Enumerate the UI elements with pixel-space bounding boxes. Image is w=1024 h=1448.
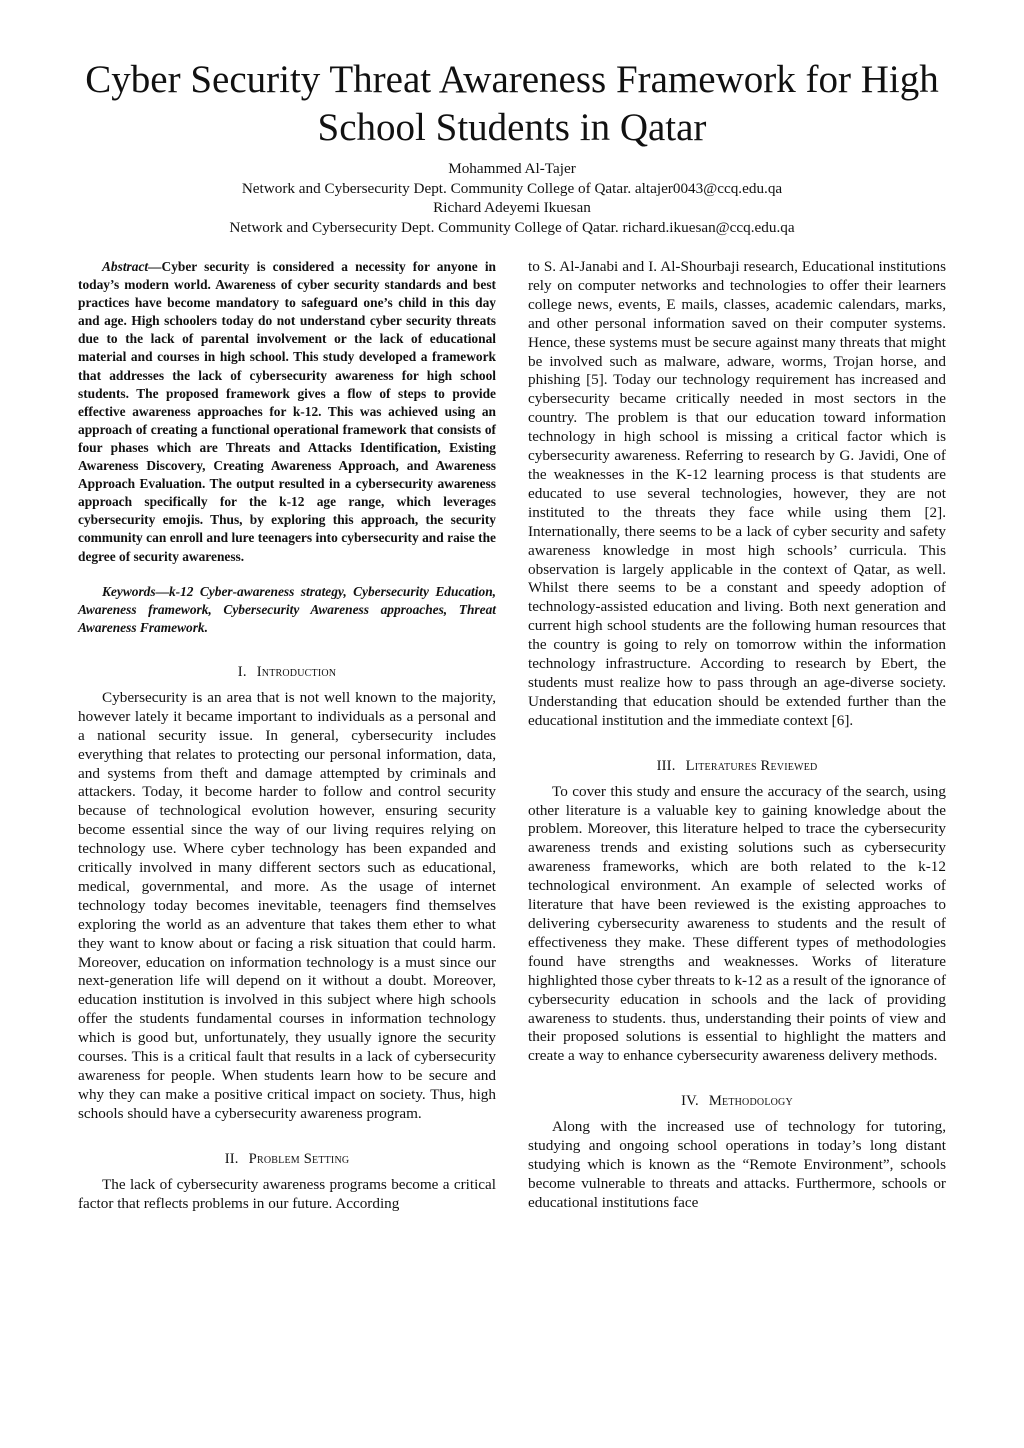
paper-title: Cyber Security Threat Awareness Framework for High School Students in Qatar — [85, 58, 939, 149]
right-column — [528, 258, 946, 1213]
left-column — [78, 258, 496, 1214]
section-title: Problem Setting — [248, 1150, 350, 1167]
keywords: Keywords—k-12 Cyber-awareness strategy, Cybersecurity Education, Awareness framework, Cybersecurity Awareness approaches, Threat Awareness Framework. — [78, 583, 496, 635]
abstract — [78, 258, 496, 566]
section-title: Literatures Reviewed — [685, 757, 818, 774]
methodology-paragraph: Along with the increased use of technology for tutoring, studying and ongoing school operations in today’s long distant studying which is known as the “Remote Environment”, schools become vulnerable to threats and attacks. Furthermore, schools or educational institutions face — [528, 1118, 946, 1211]
abstract-label: Abstract— — [102, 259, 162, 274]
author-affiliation-1: Network and Cybersecurity Dept. Community College of Qatar. altajer0043@ccq.edu.qa — [241, 179, 783, 197]
section-number: IV. — [681, 1093, 699, 1110]
author-block — [60, 159, 964, 237]
abstract-text: Cyber security is considered a necessity for anyone in today’s modern world. Awareness of cyber security standards and best practices have become mandatory to safeguard one’s child in this day and age. High schoolers today do not understand cyber security threats due to the lack of parental involvement or the lack of educational material and courses in high school. This study developed a framework that addresses the lack of cybersecurity awareness for high school students. The proposed framework gives a flow of steps to provide effective awareness approaches for k-12. This was achieved using an approach of creating a functional operational framework that consists of four phases which are Threats and Attacks Identification, Existing Awareness Discovery, Creating Awareness Approach, and Awareness Approach Evaluation. The output resulted in a cybersecurity awareness approach specifically for the k-12 age range, which leverages cybersecurity emojis. Thus, by exploring this approach, the security community can enroll and lure teenagers into cybersecurity and raise the degree of security awareness. — [78, 259, 496, 564]
author-name-2: Richard Adeyemi Ikuesan — [433, 199, 591, 217]
section-heading-literatures-reviewed — [528, 757, 946, 775]
introduction-paragraph: Cybersecurity is an area that is not well known to the majority, however lately it became important to individuals as a personal and a national security issue. In general, cybersecurity includes everything that relates to protecting our personal information, data, and systems from theft and damage attempted by criminals and attackers. Today, it become harder to follow and control security because of technological evolution however, ensuring security become essential since the way of our living requires relying on technology use. Where cyber technology has been expanded and critically involved in many different sectors such as educational, medical, governmental, and more. As the usage of internet technology today becomes inevitable, teenagers find themselves exploring the world as an adventure that takes them ether to what they want to know about or facing a risk situation that could harm. Moreover, education on information technology is a must since our next-generation life will depend on it without a doubt. Moreover, education institution is involved in this subject where high schools offer the students fundamental courses in information technology which is good but, unfortunately, they usually ignore the security courses. This is a critical fault that results in a lack of cybersecurity awareness for people. When students learn how to be secure and why they can make a positive critical impact on society. Thus, high schools should have a cybersecurity awareness program. — [78, 688, 496, 1122]
problem-setting-paragraph-continued: to S. Al-Janabi and I. Al-Shourbaji research, Educational institutions rely on computer networks and technologies to offer their learners college news, events, E mails, classes, academic calendars, marks, and other personal information saved on their computer systems. Hence, these systems must be secure against many threats that might be involved such as malware, adware, worms, Trojan horse, and phishing [5]. Today our technology requirement has increased and cybersecurity became critically needed in most sectors in the country. The problem is that our education toward information technology in high school is missing a critical factor which is cybersecurity awareness. Referring to research by G. Javidi, One of the weaknesses in the K-12 learning process is that students are educated to use several technologies, however, they are not instituted to the threats they face while using them [2]. Internationally, there seems to be a lack of cyber security and safety awareness knowledge in most high schools’ curricula. This observation is largely applicable in the context of Qatar, as well. Whilst there seems to be a constant and speedy adoption of technology-assisted education and living. Both next generation and current high school students are the following human resources that the country is going to rely on tomorrow within the information technology infrastructure. According to research by Ebert, the students must realize how to pass through an age-diverse society. Understanding that education should be extended further than the educational institution and the immediate context [6]. — [528, 258, 946, 729]
section-number: I. — [237, 663, 247, 680]
author-name-1: Mohammed Al-Tajer — [448, 160, 576, 177]
author-affiliation-2: Network and Cybersecurity Dept. Community College of Qatar. richard.ikuesan@ccq.edu.qa — [229, 218, 795, 236]
section-title: Methodology — [708, 1093, 793, 1110]
section-number: III. — [656, 757, 676, 774]
section-heading-introduction — [78, 663, 496, 681]
section-heading-problem-setting — [78, 1150, 496, 1168]
section-number: II. — [224, 1150, 239, 1167]
problem-setting-paragraph-start: The lack of cybersecurity awareness programs become a critical factor that reflects problems in our future. According — [78, 1175, 496, 1212]
section-title: Introduction — [256, 663, 337, 680]
section-heading-methodology — [528, 1092, 946, 1110]
literatures-reviewed-paragraph: To cover this study and ensure the accuracy of the search, using other literature is a valuable key to gaining knowledge about the problem. Moreover, this literature helped to trace the cybersecurity awareness trends and existing solutions such as cybersecurity awareness frameworks, which are both related to the k-12 technological environment. An example of selected works of literature that have been reviewed is the existing approaches to delivering cybersecurity awareness to students and the result of effectiveness they make. These different types of methodologies found have strengths and weaknesses. Works of literature highlighted those cyber threats to k-12 as a result of the ignorance of cybersecurity education in schools and the lack of providing awareness to students. thus, understanding their points of view and their proposed solutions is essential to highlight the matters and create a way to enhance cybersecurity awareness delivery methods. — [528, 782, 946, 1065]
